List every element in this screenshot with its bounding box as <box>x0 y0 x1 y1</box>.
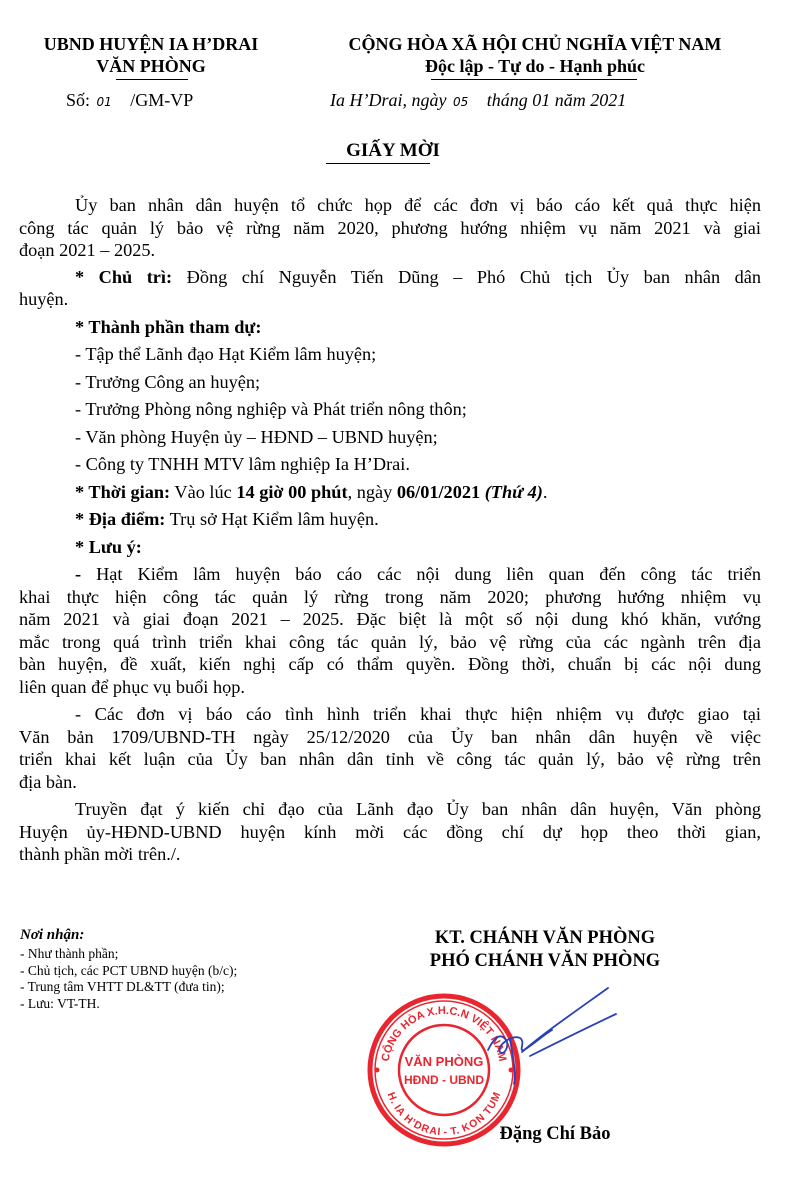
intro-line: công tác quản lý bảo vệ rừng năm 2020, phương hướng nhiệm vụ năm 2021 và giai <box>19 217 761 238</box>
chair-value: Đồng chí Nguyễn Tiến Dũng – Phó Chủ tịch Ủy ban nhân dân <box>186 266 762 287</box>
note1-dash: - <box>75 564 97 584</box>
motto-underline <box>431 79 637 80</box>
note1-line: năm 2021 và giai đoạn 2021 – 2025. Đặc biệt là một số nội dung khó khăn, vướng <box>19 609 761 629</box>
number-prefix: Số: <box>66 90 91 110</box>
document-number <box>66 90 193 111</box>
document-body <box>19 194 761 866</box>
nation-name: CỘNG HÒA XÃ HỘI CHỦ NGHĨA VIỆT NAM <box>348 34 722 54</box>
org-name: UBND HUYỆN IA H’DRAI <box>43 34 259 54</box>
note1-line: khai thực hiện công tác quản lý rừng trong năm 2020; phương hướng nhiệm vụ <box>19 586 761 607</box>
document-title: GIẤY MỜI <box>346 140 440 161</box>
time-hour: 14 giờ 00 phút <box>236 481 348 502</box>
recipients <box>20 927 237 1012</box>
time-line <box>19 481 761 504</box>
location-value: Trụ sở Hạt Kiểm lâm huyện. <box>169 509 379 529</box>
intro-line: Ủy ban nhân dân huyện tổ chức họp để các đơn vị báo cáo kết quả thực hiện <box>75 195 761 215</box>
notes-label: * Lưu ý: <box>75 536 142 557</box>
date-month: 01 <box>532 90 551 110</box>
seal-outer-text: CỘNG HÒA X.H.C.N VIỆT NAM <box>379 1004 509 1063</box>
seal-center-line-2: HĐND - UBND <box>404 1073 484 1087</box>
seal-center-line-1: VĂN PHÒNG <box>404 1054 484 1069</box>
participant-item: - Công ty TNHH MTV lâm nghiệp Ia H’Drai. <box>75 454 410 474</box>
chair-line <box>19 266 761 289</box>
closing-line: thành phần mời trên./. <box>19 844 181 864</box>
number-value: 01 <box>96 95 112 109</box>
note2-line: - Các đơn vị báo cáo tình hình triển khai thực hiện nhiệm vụ được giao tại <box>75 704 761 724</box>
note1-line <box>19 563 761 586</box>
time-weekday: (Thứ 4) <box>484 481 543 502</box>
title-underline <box>326 163 430 164</box>
location-label: * Địa điểm: <box>75 509 166 529</box>
nation-motto: Độc lập - Tự do - Hạnh phúc <box>424 56 646 76</box>
chair-line: huyện. <box>19 289 69 309</box>
date-place <box>330 90 626 111</box>
note1-line: mắc trong quá trình triển khai công tác quản lý, bảo vệ rừng của các ngành trên địa <box>19 631 761 652</box>
closing-line: Huyện ủy-HĐND-UBND huyện kính mời các đồng chí dự họp theo thời gian, <box>19 821 761 842</box>
participant-item: - Trưởng Phòng nông nghiệp và Phát triển nông thôn; <box>75 399 467 419</box>
signature-title-2: PHÓ CHÁNH VĂN PHÒNG <box>429 951 661 971</box>
recipients-label: Nơi nhận: <box>20 927 85 943</box>
participants-label: * Thành phần tham dự: <box>75 316 262 337</box>
time-pre: Vào lúc <box>174 481 232 502</box>
date-year: năm 2021 <box>554 90 627 110</box>
time-date: 06/01/2021 <box>396 481 481 502</box>
handwritten-signature <box>470 980 620 1090</box>
org-office: VĂN PHÒNG <box>96 56 206 76</box>
date-place-label: Ia H’Drai, ngày <box>330 90 447 110</box>
note1-text: Hạt Kiểm lâm huyện báo cáo các nội dung liên quan đến công tác triển <box>96 564 761 584</box>
signer-name: Đặng Chí Bảo <box>499 1124 611 1144</box>
note1-line: liên quan để phục vụ buổi họp. <box>19 676 245 697</box>
chair-label: * Chủ trì: <box>75 266 173 287</box>
intro-line: đoạn 2021 – 2025. <box>19 240 156 260</box>
date-day: 05 <box>452 95 469 109</box>
time-label: * Thời gian: <box>75 481 171 502</box>
recipient-item: - Trung tâm VHTT DL&TT (đưa tin); <box>20 979 225 994</box>
time-mid: , ngày <box>347 481 393 502</box>
participant-item: - Văn phòng Huyện ủy – HĐND – UBND huyện; <box>75 426 438 447</box>
recipient-item: - Như thành phần; <box>20 946 119 961</box>
note2-line: Văn bản 1709/UBND-TH ngày 25/12/2020 của Ủy ban nhân dân huyện về việc <box>19 726 761 747</box>
note1-line: bàn huyện, đề xuất, kiến nghị cấp có thẩm quyền. Đồng thời, chuẩn bị các nội dung <box>19 654 761 674</box>
participant-item: - Tập thể Lãnh đạo Hạt Kiểm lâm huyện; <box>75 344 377 364</box>
note2-line: địa bàn. <box>19 771 77 792</box>
seal-bottom-text: H. IA H’DRAI - T. KON TUM <box>384 1090 504 1139</box>
signature-ink <box>488 988 616 1084</box>
location-line <box>19 508 761 531</box>
signature-title-1: KT. CHÁNH VĂN PHÒNG <box>434 928 656 948</box>
recipient-item: - Lưu: VT-TH. <box>20 995 100 1011</box>
closing-line: Truyền đạt ý kiến chỉ đạo của Lãnh đạo Ủy ban nhân dân huyện, Văn phòng <box>75 799 761 819</box>
note2-line: triển khai kết luận của Ủy ban nhân dân tỉnh về công tác quản lý, bảo vệ rừng trên <box>19 749 761 769</box>
date-month-label: tháng <box>486 90 528 110</box>
number-suffix: /GM-VP <box>130 90 194 110</box>
time-end: . <box>542 481 548 502</box>
recipient-item: - Chủ tịch, các PCT UBND huyện (b/c); <box>20 962 238 978</box>
participant-item: - Trưởng Công an huyện; <box>75 371 261 392</box>
org-underline <box>116 79 188 80</box>
